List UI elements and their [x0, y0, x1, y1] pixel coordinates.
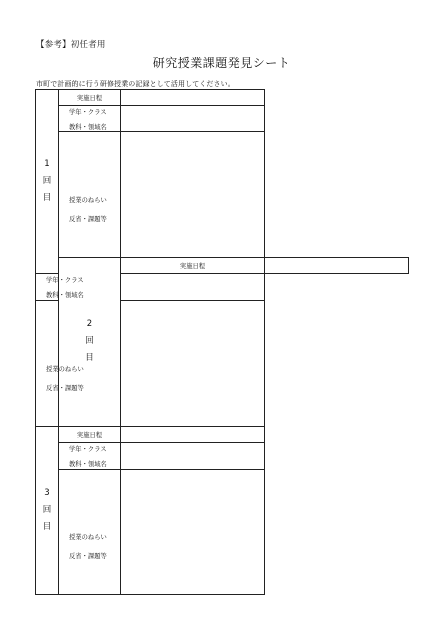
round-2-date-field[interactable] [265, 258, 409, 274]
round-3-body-row [36, 469, 409, 594]
round-2-class-field[interactable] [121, 274, 265, 301]
round-1-date-field[interactable] [121, 90, 265, 106]
record-table [35, 89, 409, 595]
round-3-date-row [36, 426, 409, 442]
instruction-text: 市町で計画的に行う研修授業の記録として活用してください。 [36, 80, 235, 88]
class-subject-label: 学年・クラス 教科・領域名 [36, 274, 59, 301]
round-3-class-row [36, 442, 409, 469]
round-3-class-field[interactable] [121, 442, 265, 469]
round-1-body-row [36, 132, 409, 258]
round-3-label: 3 回 目 [36, 426, 59, 594]
aim-reflection-label: 授業のねらい 反省・課題等 [36, 301, 59, 426]
page-title: 研究授業課題発見シート [152, 56, 291, 70]
date-label: 実施日程 [59, 90, 121, 106]
round-3-date-field[interactable] [121, 426, 265, 442]
class-subject-label: 学年・クラス 教科・領域名 [59, 106, 121, 132]
round-1-class-field[interactable] [121, 106, 265, 132]
round-2-label: 2 回 目 [59, 258, 121, 426]
reference-tag: 【参考】初任者用 [36, 40, 106, 50]
round-1-label: 1 回 目 [36, 90, 59, 274]
round-3-body-field[interactable] [121, 469, 265, 594]
class-subject-label: 学年・クラス 教科・領域名 [59, 442, 121, 469]
round-1-body-field[interactable] [121, 132, 265, 258]
round-2-date-row [36, 258, 409, 274]
aim-reflection-label: 授業のねらい 反省・課題等 [59, 132, 121, 258]
aim-reflection-label: 授業のねらい 反省・課題等 [59, 469, 121, 594]
round-1-date-row [36, 90, 409, 106]
date-label: 実施日程 [59, 426, 121, 442]
round-1-class-row [36, 106, 409, 132]
round-2-body-field[interactable] [121, 301, 265, 426]
date-label: 実施日程 [121, 258, 265, 274]
